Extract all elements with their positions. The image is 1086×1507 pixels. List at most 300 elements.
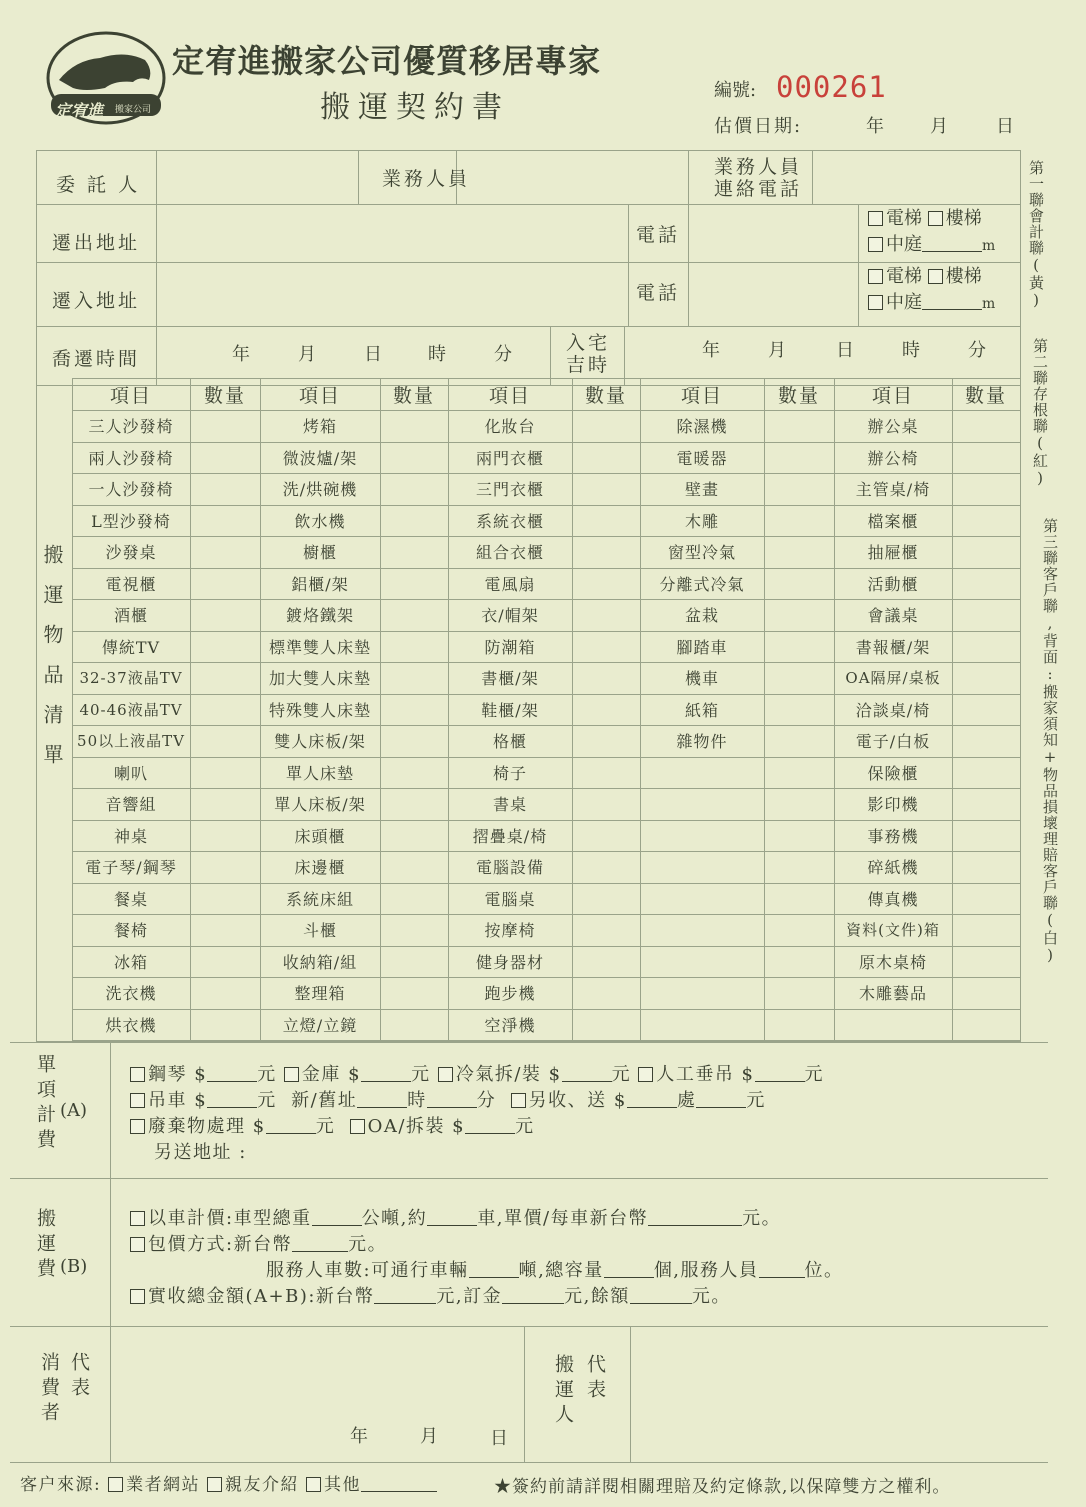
inventory-qty-field[interactable] <box>764 725 834 757</box>
inventory-qty-field[interactable] <box>190 725 260 757</box>
inventory-qty-field[interactable] <box>952 442 1020 474</box>
inventory-item: 跑步機 <box>484 984 536 1004</box>
lucky-time-field[interactable] <box>626 328 1018 384</box>
inventory-item: 微波爐/架 <box>282 448 358 468</box>
inventory-table <box>36 378 1020 1042</box>
safe-label: 金庫 $ <box>301 1064 362 1085</box>
package-label: 包價方式:新台幣 <box>148 1234 293 1255</box>
inventory-qty-field[interactable] <box>764 662 834 694</box>
inventory-qty-field[interactable] <box>764 568 834 600</box>
fee-b-section <box>10 1178 1048 1326</box>
from-phone-label: 電話 <box>636 224 681 246</box>
inventory-qty-field[interactable] <box>572 631 640 663</box>
source-other-field[interactable] <box>361 1476 437 1492</box>
inventory-item <box>640 914 764 946</box>
lucky-day: 日 <box>836 340 854 361</box>
fee-b-row-2 <box>130 1230 387 1256</box>
to-address-field[interactable] <box>158 264 626 324</box>
from-elevator-label: 電梯 <box>886 208 922 229</box>
qty-header-4: 數量 <box>777 384 820 407</box>
source-other-label: 其他 <box>323 1475 361 1495</box>
inventory-qty-field[interactable] <box>572 914 640 946</box>
extra-checkbox[interactable] <box>511 1093 526 1108</box>
inventory-qty-field[interactable] <box>572 536 640 568</box>
copy-note-3: 第三聯客戶聯,背面:搬家須知+物品損壞理賠客戶聯(白) <box>1041 518 1059 965</box>
inventory-item: 烤箱 <box>302 417 337 437</box>
to-courtyard-label: 中庭 <box>886 292 922 313</box>
inventory-qty-field[interactable] <box>380 757 448 789</box>
logo-subtext: 搬家公司 <box>115 105 152 115</box>
from-address-field[interactable] <box>158 206 626 260</box>
safe-amount-field[interactable] <box>361 1066 411 1082</box>
piano-unit: 元 <box>257 1064 277 1085</box>
inventory-qty-field[interactable] <box>764 820 834 852</box>
inventory-qty-field[interactable] <box>380 599 448 631</box>
inventory-item <box>640 883 764 915</box>
to-courtyard-checkbox[interactable] <box>868 295 883 310</box>
consumer-rep-label: 代表 <box>68 1352 90 1402</box>
balance-amount-field[interactable] <box>630 1288 692 1304</box>
inventory-item: 餐桌 <box>113 889 148 909</box>
inventory-qty-field[interactable] <box>952 1009 1020 1041</box>
inventory-item: 加大雙人床墊 <box>268 669 371 689</box>
total-checkbox[interactable] <box>130 1289 145 1304</box>
qty-header-3: 數量 <box>584 384 627 407</box>
crane-amount-field[interactable] <box>207 1092 257 1108</box>
truck-price-label: 車,單價/每車新台幣 <box>477 1208 649 1229</box>
inventory-item: 床頭櫃 <box>294 826 346 846</box>
inventory-qty-field[interactable] <box>380 694 448 726</box>
inventory-qty-field[interactable] <box>380 725 448 757</box>
inventory-qty-field[interactable] <box>952 694 1020 726</box>
inventory-item: 50以上液晶TV <box>77 732 185 751</box>
manual-hoist-checkbox[interactable] <box>638 1067 653 1082</box>
to-phone-label: 電話 <box>636 282 681 304</box>
logo-text: 定宥進 <box>55 101 104 120</box>
source-label: 客户來源: <box>20 1475 102 1495</box>
waste-label: 廢棄物處理 $ <box>148 1116 266 1137</box>
inventory-qty-field[interactable] <box>380 442 448 474</box>
waste-amount-field[interactable] <box>266 1118 316 1134</box>
source-web-label: 業者網站 <box>126 1475 201 1495</box>
inventory-item: 電視櫃 <box>105 574 157 594</box>
inventory-qty-field[interactable] <box>572 725 640 757</box>
inventory-qty-field[interactable] <box>764 1009 834 1041</box>
inventory-qty-field[interactable] <box>572 694 640 726</box>
to-phone-field[interactable] <box>690 264 856 324</box>
move-minute: 分 <box>494 344 512 365</box>
sign-month: 月 <box>420 1426 438 1447</box>
crane-checkbox[interactable] <box>130 1093 145 1108</box>
sales-phone-label-1: 業務人員 <box>714 156 803 178</box>
inventory-item: 主管桌/椅 <box>855 480 931 500</box>
source-web-checkbox[interactable] <box>108 1477 123 1492</box>
inventory-item: 摺疊桌/椅 <box>472 826 548 846</box>
oa-label: OA/拆裝 $ <box>367 1116 466 1137</box>
inventory-qty-field[interactable] <box>190 631 260 663</box>
footer-note: ★簽約前請詳閱相關理賠及約定條款,以保障雙方之權利。 <box>494 1477 951 1497</box>
inventory-qty-field[interactable] <box>764 914 834 946</box>
inventory-qty-field[interactable] <box>380 536 448 568</box>
sign-day: 日 <box>490 1428 508 1449</box>
inventory-qty-field[interactable] <box>190 442 260 474</box>
lucky-minute: 分 <box>968 340 986 361</box>
inventory-qty-field[interactable] <box>572 788 640 820</box>
mover-rep-label: 代表 <box>584 1354 606 1404</box>
lucky-year: 年 <box>702 340 720 361</box>
ac-unit: 元 <box>611 1064 632 1085</box>
inventory-item: 音響組 <box>105 795 157 815</box>
deposit-amount-field[interactable] <box>502 1288 564 1304</box>
inventory-qty-field[interactable] <box>764 505 834 537</box>
inventory-item: 電腦設備 <box>475 858 544 878</box>
move-time-label: 喬遷時間 <box>52 348 141 370</box>
balance-unit: 元。 <box>691 1286 731 1307</box>
inventory-qty-field[interactable] <box>190 505 260 537</box>
inventory-qty-field[interactable] <box>572 442 640 474</box>
move-day: 日 <box>364 344 382 365</box>
inventory-item: 事務機 <box>867 826 919 846</box>
inventory-item: 三門衣櫃 <box>475 480 544 500</box>
sign-year: 年 <box>350 1426 368 1447</box>
inventory-item: 化妝台 <box>484 417 536 437</box>
inventory-qty-field[interactable] <box>952 851 1020 883</box>
inventory-item: 保險櫃 <box>867 763 919 783</box>
inventory-qty-field[interactable] <box>190 946 260 978</box>
inventory-item: 壁畫 <box>684 480 719 500</box>
fee-b-row-4 <box>130 1282 731 1308</box>
inventory-item: 單人床板/架 <box>274 795 366 815</box>
inventory-item: 書報櫃/架 <box>855 637 931 657</box>
inventory-qty-field[interactable] <box>572 505 640 537</box>
addr-time-label: 新/舊址 <box>291 1090 358 1111</box>
inventory-qty-field[interactable] <box>380 410 448 442</box>
inventory-qty-field[interactable] <box>572 977 640 1009</box>
to-meter-unit: m <box>982 296 996 312</box>
inventory-item <box>640 1009 764 1041</box>
inventory-qty-field[interactable] <box>380 851 448 883</box>
inventory-qty-field[interactable] <box>764 536 834 568</box>
copy-note-1: 第一聯會計聯(黃) <box>1027 160 1045 310</box>
estimate-day: 日 <box>996 116 1014 137</box>
inventory-qty-field[interactable] <box>952 725 1020 757</box>
inventory-qty-field[interactable] <box>190 977 260 1009</box>
inventory-qty-field[interactable] <box>190 599 260 631</box>
inventory-item <box>640 851 764 883</box>
inventory-qty-field[interactable] <box>764 946 834 978</box>
inventory-qty-field[interactable] <box>380 788 448 820</box>
inventory-qty-field[interactable] <box>952 505 1020 537</box>
inventory-qty-field[interactable] <box>952 820 1020 852</box>
inventory-qty-field[interactable] <box>380 820 448 852</box>
mover-label: 搬運人 <box>552 1354 574 1429</box>
ac-checkbox[interactable] <box>438 1067 453 1082</box>
move-month: 月 <box>298 344 316 365</box>
inventory-qty-field[interactable] <box>190 883 260 915</box>
inventory-item <box>640 757 764 789</box>
inventory-item: 防潮箱 <box>484 637 536 657</box>
ac-label: 冷氣拆/裝 $ <box>455 1064 562 1085</box>
inventory-item: 機車 <box>684 669 719 689</box>
safe-unit: 元 <box>411 1064 431 1085</box>
crane-label: 吊車 $ <box>148 1090 208 1111</box>
sales-field[interactable] <box>458 152 686 202</box>
inventory-item: 飲水機 <box>294 511 346 531</box>
inventory-item: 系統衣櫃 <box>475 511 544 531</box>
inventory-qty-field[interactable] <box>380 473 448 505</box>
inventory-item: 原木桌椅 <box>858 952 927 972</box>
capacity-field[interactable] <box>604 1262 654 1278</box>
inventory-item: 系統床組 <box>285 889 354 909</box>
inventory-item: 格櫃 <box>492 732 527 752</box>
inventory-qty-field[interactable] <box>190 694 260 726</box>
move-year: 年 <box>232 344 250 365</box>
inventory-qty-field[interactable] <box>190 820 260 852</box>
inventory-qty-field[interactable] <box>572 410 640 442</box>
vehicle-label: 服務人車數:可通行車輛 <box>266 1260 469 1281</box>
crane-unit: 元 <box>257 1090 277 1111</box>
oa-checkbox[interactable] <box>350 1119 365 1134</box>
inventory-item: 鞋櫃/架 <box>481 700 539 720</box>
inventory-item: 兩門衣櫃 <box>475 448 544 468</box>
item-header-3: 項目 <box>488 384 531 407</box>
inventory-qty-field[interactable] <box>572 599 640 631</box>
inventory-qty-field[interactable] <box>764 473 834 505</box>
package-checkbox[interactable] <box>130 1237 145 1252</box>
safe-checkbox[interactable] <box>284 1067 299 1082</box>
estimate-year: 年 <box>866 116 884 137</box>
staff-label: 個,服務人員 <box>653 1260 759 1281</box>
inventory-item: 沙發桌 <box>105 543 157 563</box>
inventory-qty-field[interactable] <box>380 1009 448 1041</box>
consumer-label: 消費者 <box>38 1352 60 1427</box>
inventory-qty-field[interactable] <box>952 946 1020 978</box>
to-stairs-checkbox[interactable] <box>928 269 943 284</box>
from-stairs-checkbox[interactable] <box>928 211 943 226</box>
inventory-item: 特殊雙人床墊 <box>268 700 371 720</box>
inventory-qty-field[interactable] <box>190 473 260 505</box>
inventory-item: 烘衣機 <box>105 1015 157 1035</box>
serial-number: 000261 <box>776 70 887 104</box>
inventory-item: 鍍烙鐵架 <box>285 606 354 626</box>
sales-phone-field[interactable] <box>814 152 1018 202</box>
inventory-qty-field[interactable] <box>952 568 1020 600</box>
fee-b-row-1 <box>130 1204 781 1230</box>
inventory-qty-field[interactable] <box>572 820 640 852</box>
inventory-qty-field[interactable] <box>380 505 448 537</box>
inventory-qty-field[interactable] <box>190 568 260 600</box>
inventory-item <box>640 820 764 852</box>
extra-amount-field[interactable] <box>627 1092 677 1108</box>
inventory-item: 資料(文件)箱 <box>846 921 940 940</box>
inventory-qty-field[interactable] <box>764 757 834 789</box>
inventory-qty-field[interactable] <box>952 536 1020 568</box>
inventory-qty-field[interactable] <box>764 883 834 915</box>
inventory-qty-field[interactable] <box>764 442 834 474</box>
from-courtyard-meter-field[interactable] <box>922 236 982 252</box>
inventory-qty-field[interactable] <box>952 977 1020 1009</box>
inventory-qty-field[interactable] <box>952 788 1020 820</box>
inventory-item: 餐椅 <box>113 921 148 941</box>
inventory-qty-field[interactable] <box>952 914 1020 946</box>
source-friend-label: 親友介紹 <box>225 1475 300 1495</box>
inventory-item: 洗/烘碗機 <box>282 480 358 500</box>
inventory-item: 一人沙發椅 <box>88 480 174 500</box>
from-courtyard-checkbox[interactable] <box>868 237 883 252</box>
inventory-qty-field[interactable] <box>952 757 1020 789</box>
truck-count-field[interactable] <box>427 1210 477 1226</box>
copy-note-2: 第二聯存根聯(紅) <box>1031 338 1049 488</box>
truck-weight-field[interactable] <box>312 1210 362 1226</box>
inventory-qty-field[interactable] <box>572 1009 640 1041</box>
inventory-qty-field[interactable] <box>764 694 834 726</box>
inventory-qty-field[interactable] <box>952 883 1020 915</box>
item-header-5: 項目 <box>871 384 914 407</box>
to-elevator-label: 電梯 <box>886 266 922 287</box>
inventory-item: 健身器材 <box>475 952 544 972</box>
inventory-qty-field[interactable] <box>380 883 448 915</box>
inventory-item: 辦公椅 <box>867 448 919 468</box>
fee-a-sub: (A) <box>60 1100 88 1121</box>
by-truck-checkbox[interactable] <box>130 1211 145 1226</box>
inventory-item: 空淨機 <box>484 1015 536 1035</box>
source-other-checkbox[interactable] <box>306 1477 321 1492</box>
inventory-item: 洗衣機 <box>105 984 157 1004</box>
inventory-qty-field[interactable] <box>572 473 640 505</box>
inventory-qty-field[interactable] <box>190 536 260 568</box>
extra-places-field[interactable] <box>696 1092 746 1108</box>
inventory-item: 椅子 <box>492 763 527 783</box>
inventory-item: 標準雙人床墊 <box>268 637 371 657</box>
inventory-item: L型沙發椅 <box>91 511 171 531</box>
company-logo <box>45 30 167 126</box>
total-label: 實收總金額(A+B):新台幣 <box>148 1286 375 1307</box>
staff-count-field[interactable] <box>759 1262 805 1278</box>
inventory-qty-field[interactable] <box>572 851 640 883</box>
truck-price-unit: 元。 <box>742 1208 782 1229</box>
inventory-qty-field[interactable] <box>380 914 448 946</box>
inventory-item: OA隔屏/桌板 <box>845 669 941 688</box>
inventory-qty-field[interactable] <box>380 946 448 978</box>
inventory-qty-field[interactable] <box>572 568 640 600</box>
inventory-qty-field[interactable] <box>952 599 1020 631</box>
truck-price-field[interactable] <box>648 1210 742 1226</box>
vehicle-ton-field[interactable] <box>469 1262 519 1278</box>
inventory-item: 單人床墊 <box>285 763 354 783</box>
inventory-qty-field[interactable] <box>190 662 260 694</box>
to-stairs-label: 樓梯 <box>945 266 982 287</box>
inventory-qty-field[interactable] <box>190 851 260 883</box>
client-field[interactable] <box>158 152 356 202</box>
lucky-time-label-1: 入宅 <box>566 332 611 354</box>
total-amount-field[interactable] <box>374 1288 436 1304</box>
to-elevator-checkbox[interactable] <box>868 269 883 284</box>
sales-phone-label-2: 連絡電話 <box>714 178 803 200</box>
inventory-qty-field[interactable] <box>952 473 1020 505</box>
inventory-qty-field[interactable] <box>190 788 260 820</box>
inventory-qty-field[interactable] <box>572 883 640 915</box>
inventory-qty-field[interactable] <box>952 410 1020 442</box>
fee-a-label: 單項計費 <box>34 1054 56 1154</box>
piano-amount-field[interactable] <box>207 1066 257 1082</box>
inventory-item: 腳踏車 <box>676 637 728 657</box>
inventory-item: 雙人床板/架 <box>274 732 366 752</box>
inventory-qty-field[interactable] <box>190 1009 260 1041</box>
manual-hoist-amount-field[interactable] <box>755 1066 805 1082</box>
item-header-1: 項目 <box>109 384 152 407</box>
inventory-qty-field[interactable] <box>764 851 834 883</box>
inventory-item <box>640 946 764 978</box>
inventory-qty-field[interactable] <box>764 977 834 1009</box>
package-unit: 元。 <box>348 1234 388 1255</box>
inventory-item: 整理箱 <box>294 984 346 1004</box>
fee-b-label: 搬運費 <box>34 1208 56 1283</box>
inventory-qty-field[interactable] <box>380 977 448 1009</box>
inventory-qty-field[interactable] <box>764 599 834 631</box>
ac-amount-field[interactable] <box>562 1066 612 1082</box>
from-phone-field[interactable] <box>690 206 856 260</box>
inventory-item: 雜物件 <box>676 732 728 752</box>
inventory-item: 窗型冷氣 <box>667 543 736 563</box>
extra-unit: 元 <box>746 1090 766 1111</box>
inventory-qty-field[interactable] <box>190 757 260 789</box>
inventory-item: 床邊櫃 <box>294 858 346 878</box>
consumer-signature-field[interactable] <box>112 1328 522 1460</box>
to-courtyard-meter-field[interactable] <box>922 294 982 310</box>
move-hour: 時 <box>428 344 446 365</box>
inventory-qty-field[interactable] <box>380 631 448 663</box>
from-access-options <box>868 206 995 259</box>
inventory-item: 按摩椅 <box>484 921 536 941</box>
addr-hour-field[interactable] <box>357 1092 407 1108</box>
inventory-qty-field[interactable] <box>380 662 448 694</box>
inventory-qty-field[interactable] <box>572 662 640 694</box>
inventory-qty-field[interactable] <box>764 631 834 663</box>
inventory-item: 酒櫃 <box>113 606 148 626</box>
inventory-qty-field[interactable] <box>764 788 834 820</box>
move-time-field[interactable] <box>158 328 548 384</box>
inventory-qty-field[interactable] <box>572 757 640 789</box>
inventory-qty-field[interactable] <box>572 946 640 978</box>
inventory-qty-field[interactable] <box>380 568 448 600</box>
inventory-qty-field[interactable] <box>190 410 260 442</box>
inventory-qty-field[interactable] <box>764 410 834 442</box>
estimate-month: 月 <box>930 116 948 137</box>
extra-places-unit: 處 <box>676 1090 697 1111</box>
to-access-options <box>868 264 995 317</box>
piano-label: 鋼琴 $ <box>148 1064 208 1085</box>
inventory-qty-field[interactable] <box>952 631 1020 663</box>
waste-checkbox[interactable] <box>130 1119 145 1134</box>
inventory-item: 兩人沙發椅 <box>88 448 174 468</box>
from-elevator-checkbox[interactable] <box>868 211 883 226</box>
inventory-item <box>640 977 764 1009</box>
inventory-qty-field[interactable] <box>952 662 1020 694</box>
mover-signature-field[interactable] <box>632 1328 1046 1460</box>
addr-minute-field[interactable] <box>427 1092 477 1108</box>
piano-checkbox[interactable] <box>130 1067 145 1082</box>
source-friend-checkbox[interactable] <box>207 1477 222 1492</box>
inventory-item: 木雕藝品 <box>858 984 927 1004</box>
inventory-item: 書桌 <box>492 795 527 815</box>
inventory-qty-field[interactable] <box>190 914 260 946</box>
package-amount-field[interactable] <box>292 1236 348 1252</box>
inventory-item: 電風扇 <box>484 574 536 594</box>
from-courtyard-label: 中庭 <box>886 234 922 255</box>
inventory-item: 盆栽 <box>684 606 719 626</box>
oa-amount-field[interactable] <box>465 1118 515 1134</box>
by-truck-label: 以車計價:車型總重 <box>148 1208 312 1229</box>
